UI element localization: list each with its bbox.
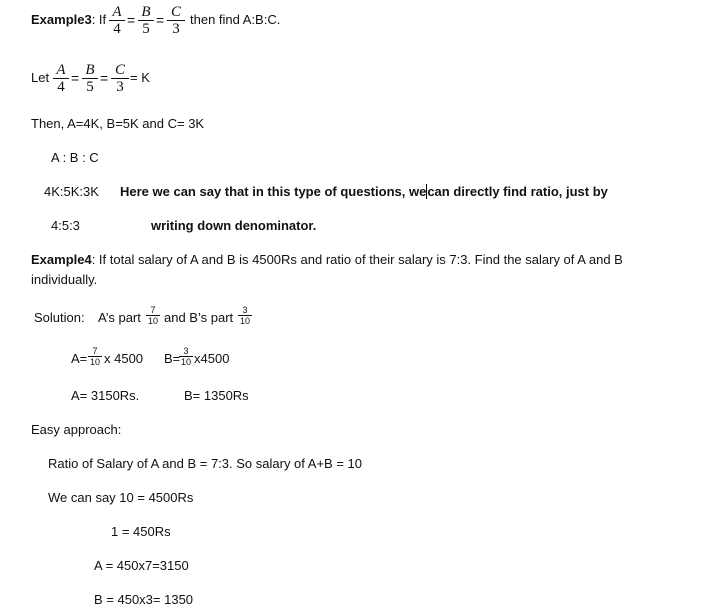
equals-sign: = — [127, 12, 136, 28]
example4-line1 — [31, 252, 623, 268]
easy-approach-title: Easy approach: — [31, 422, 122, 437]
a-part-label: A’s part — [98, 310, 141, 325]
easy-line-unit: 1 = 450Rs — [111, 524, 171, 539]
fraction-b-over-5: $\frac{B}{5}$ — [82, 62, 98, 95]
fraction-a-over-4: $\frac{A}{4}$ — [109, 4, 125, 37]
example4-problem: : If total salary of A and B is 4500Rs and ratio of their salary is 7:3. Find the salary of A and B — [91, 252, 623, 267]
shortcut-note-line1 — [120, 184, 608, 200]
note-part1: Here we can say that in this type of questions, we — [120, 184, 427, 199]
equals-sign: = — [71, 70, 80, 86]
equals-sign: = — [156, 12, 165, 28]
ratio-header: A : B : C — [51, 150, 99, 165]
example3-label: Example3 — [31, 12, 92, 27]
ratio-k-line: 4K:5K:3K — [44, 184, 99, 199]
shortcut-note-line2: writing down denominator. — [151, 218, 317, 233]
b-part-label: and B’s part — [164, 310, 234, 325]
b-equation-prefix: B= — [164, 351, 181, 366]
fraction-7-over-10: 7 10 — [89, 346, 100, 367]
let-label: Let — [31, 70, 50, 85]
solution-label: Solution: — [34, 310, 85, 325]
b-equation-suffix: x4500 — [194, 351, 230, 366]
fraction-c-over-3: $\frac{C}{3}$ — [167, 4, 185, 37]
fraction-c-over-3: $\frac{C}{3}$ — [111, 62, 129, 95]
ratio-final: 4:5:3 — [51, 218, 80, 233]
easy-line-a: A = 450x7=3150 — [94, 558, 189, 573]
equals-sign: = — [100, 70, 109, 86]
fraction-3-over-10: 3 10 — [239, 305, 250, 326]
easy-line-b: B = 450x3= 1350 — [94, 592, 194, 607]
a-equation-suffix: x 4500 — [104, 351, 144, 366]
fraction-7-over-10: 7 10 — [147, 305, 158, 326]
then-line: Then, A=4K, B=5K and C= 3K — [31, 116, 205, 131]
easy-line-ratio: Ratio of Salary of A and B = 7:3. So salary of A+B = 10 — [48, 456, 363, 471]
example4-label: Example4 — [31, 252, 92, 267]
fraction-3-over-10: 3 10 — [180, 346, 191, 367]
example4-line2: individually. — [31, 272, 98, 287]
a-equation-prefix: A= — [71, 351, 88, 366]
easy-line-total: We can say 10 = 4500Rs — [48, 490, 194, 505]
let-equals-k: = K — [130, 70, 150, 85]
fraction-a-over-4: $\frac{A}{4}$ — [53, 62, 69, 95]
note-part2: can directly find ratio, just by — [427, 184, 608, 199]
fraction-b-over-5: $\frac{B}{5}$ — [138, 4, 154, 37]
example3-heading — [31, 12, 106, 28]
b-result: B= 1350Rs — [184, 388, 249, 403]
example3-if: : If — [91, 12, 107, 27]
a-result: A= 3150Rs. — [71, 388, 140, 403]
example3-question-tail: then find A:B:C. — [190, 12, 281, 27]
